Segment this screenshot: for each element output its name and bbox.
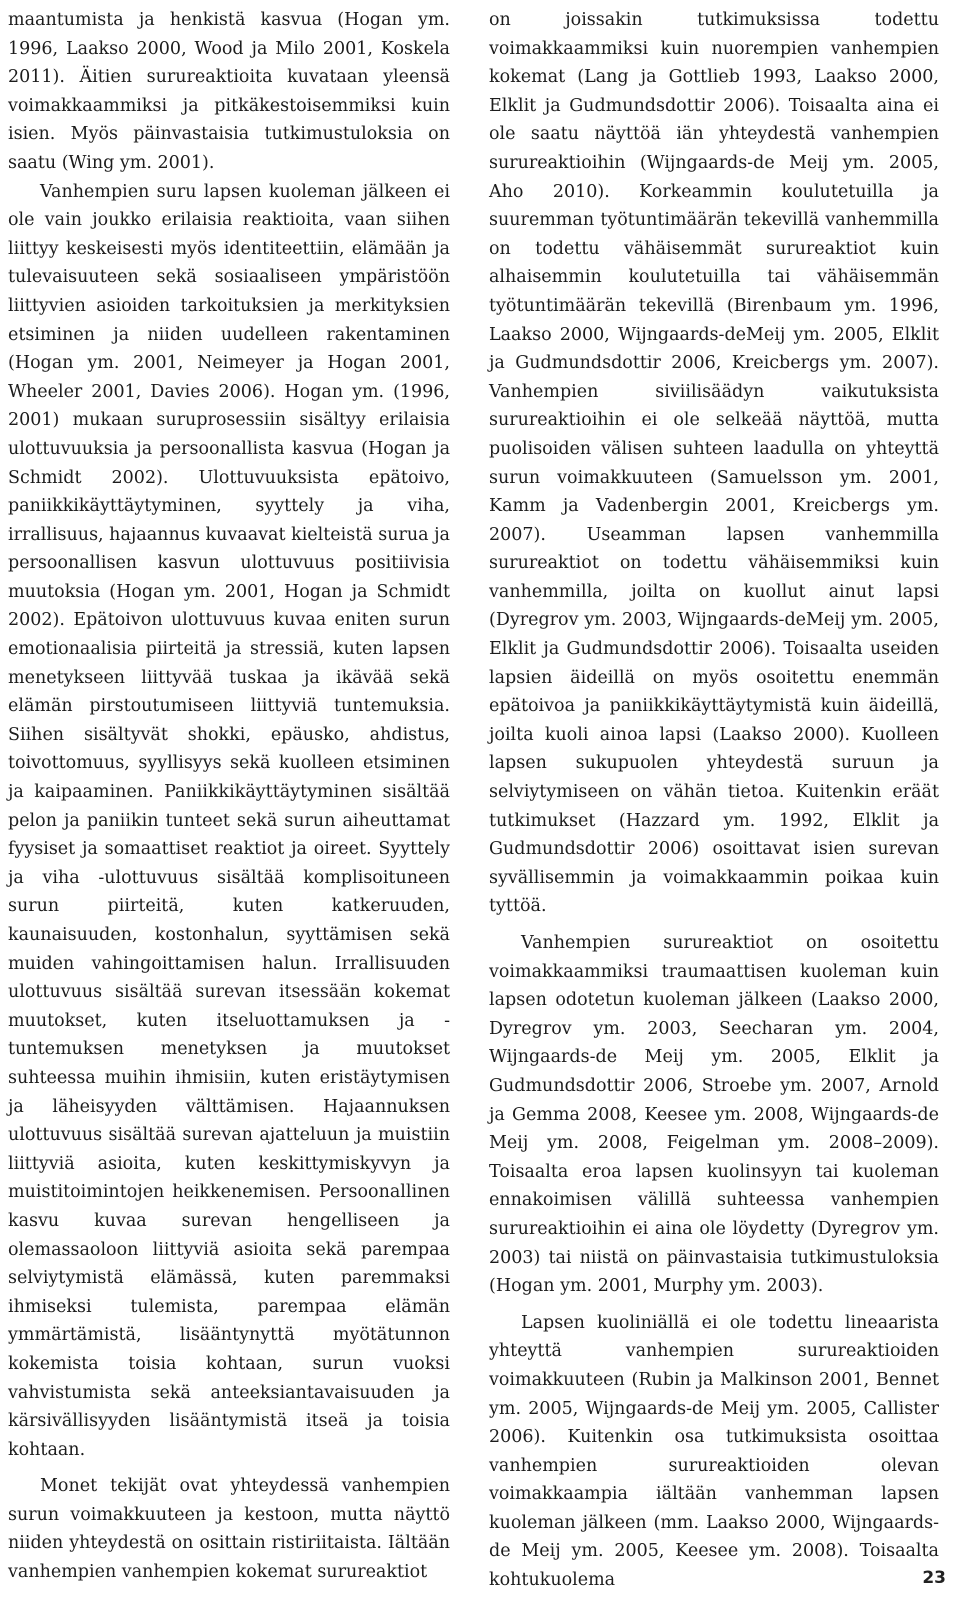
left-column: [8, 6, 450, 1587]
paragraph: maantumista ja henkistä kasvua (Hogan ym. 1996, Laakso 2000, Wood ja Milo 2001, Koskela 2011). Äitien surureaktioita kuvataan yleensä voimakkaammiksi ja pitkäkestoisemmiksi kuin isien. Myös päinvastaisia tutkimustuloksia on saatu (Wing ym. 2001).: [8, 10, 450, 173]
right-column: [489, 6, 939, 1595]
paragraph: Vanhempien suru lapsen kuoleman jälkeen ei ole vain joukko erilaisia reaktioita, vaan siihen liittyy keskeisesti myös identiteettiin, elämään ja tulevaisuuteen sekä sosiaaliseen ympäristöön liittyvien asioiden tarkoituksien ja merkityksien etsiminen ja niiden uudelleen rakentaminen (Hogan ym. 2001, Neimeyer ja Hogan 2001, Wheeler 2001, Davies 2006). Hogan ym. (1996, 2001) mukaan suruprosessiin sisältyy erilaisia ulottuvuuksia ja persoonallista kasvua (Hogan ja Schmidt 2002). Ulottuvuuksista epätoivo, paniikkikäyttäytyminen, syyttely ja viha, irrallisuus, hajaannus kuvaavat kielteistä surua ja persoonallisen kasvun ulottuvuus positiivisia muutoksia (Hogan ym. 2001, Hogan ja Schmidt 2002). Epätoivon ulottuvuus kuvaa eniten surun emotionaalisia piirteitä ja stressiä, kuten lapsen menetykseen liittyvää tuskaa ja ikävää sekä elämän pirstoutumiseen liittyviä tuntemuksia. Siihen sisältyvät shokki, epäusko, ahdistus, toivottomuus, syyllisyys sekä kuolleen etsiminen ja kaipaaminen. Paniikkikäyttäytyminen sisältää pelon ja paniikin tunteet sekä surun aiheuttamat fyysiset ja somaattiset reaktiot ja oireet. Syyttely ja viha -ulottuvuus sisältää komplisoituneen surun piirteitä, kuten katkeruuden, kaunaisuuden, kostonhalun, syyttämisen sekä muiden vahingoittamisen halun. Irrallisuuden ulottuvuus sisältää surevan itsessään kokemat muutokset, kuten itseluottamuksen ja -tuntemuksen menetyksen ja muutokset suhteessa muihin ihmisiin, kuten eristäytymisen ja läheisyyden välttämisen. Hajaannuksen ulottuvuus sisältää surevan ajatteluun ja muistiin liittyviä asioita, kuten keskittymiskyvyn ja muistitoimintojen heikkenemisen. Persoonallinen kasvu kuvaa surevan hengelliseen ja olemassaoloon liittyviä asioita sekä parempaa selviytymistä elämässä, kuten paremmaksi ihmiseksi tulemista, parempaa elämän ymmärtämistä, lisääntynyttä myötätunnon kokemista toisia kohtaan, surun vuoksi vahvistumista sekä anteeksiantavaisuuden ja kärsivällisyyden lisääntymistä itseä ja toisia kohtaan.: [8, 181, 450, 1460]
page-number: 23: [922, 1568, 946, 1588]
paragraph: Monet tekijät ovat yhteydessä vanhempien surun voimakkuuteen ja kestoon, mutta näyttö niiden yhteydestä on osittain ristiriitaista. Iältään vanhempien vanhempien kokemat surureaktiot: [8, 1476, 450, 1583]
paragraph: Vanhempien surureaktiot on osoitettu voimakkaammiksi traumaattisen kuoleman kuin lapsen odotetun kuoleman jälkeen (Laakso 2000, Dyregrov ym. 2003, Seecharan ym. 2004, Wijngaards-de Meij ym. 2005, Elklit ja Gudmundsdottir 2006, Stroebe ym. 2007, Arnold ja Gemma 2008, Keesee ym. 2008, Wijngaards-de Meij ym. 2008, Feigelman ym. 2008–2009). Toisaalta eroa lapsen kuolinsyyn tai kuoleman ennakoimisen välillä suhteessa vanhempien surureaktioihin ei aina ole löydetty (Dyregrov ym. 2003) tai niistä on päinvastaisia tutkimustuloksia (Hogan ym. 2001, Murphy ym. 2003).: [489, 933, 939, 1297]
paragraph: Lapsen kuoliniällä ei ole todettu lineaarista yhteyttä vanhempien surureaktioiden voimakkuuteen (Rubin ja Malkinson 2001, Bennet ym. 2005, Wijngaards-de Meij ym. 2005, Callister 2006). Kuitenkin osa tutkimuksista osoittaa vanhempien surureaktioiden olevan voimakkaampia iältään vanhemman lapsen kuoleman jälkeen (mm. Laakso 2000, Wijngaards-de Meij ym. 2005, Keesee ym. 2008). Toisaalta kohtukuolema: [489, 1312, 939, 1591]
paragraph: on joissakin tutkimuksissa todettu voimakkaammiksi kuin nuorempien vanhempien kokemat (Lang ja Gottlieb 1993, Laakso 2000, Elklit ja Gudmundsdottir 2006). Toisaalta aina ei ole saatu näyttöä iän yhteydestä vanhempien surureaktioihin (Wijngaards-de Meij ym. 2005, Aho 2010). Korkeammin koulutetuilla ja suuremman työtuntimäärän tekevillä vanhemmilla on todettu vähäisemmät surureaktiot kuin alhaisemmin koulutetuilla tai vähäisemmän työtuntimäärän tekevillä (Birenbaum ym. 1996, Laakso 2000, Wijngaards-deMeij ym. 2005, Elklit ja Gudmundsdottir 2006, Kreicbergs ym. 2007). Vanhempien siviilisäädyn vaikutuksista surureaktioihin ei ole selkeää näyttöä, mutta puolisoiden välisen suhteen laadulla on yhteyttä surun voimakkuuteen (Samuelsson ym. 2001, Kamm ja Vadenbergin 2001, Kreicbergs ym. 2007). Useamman lapsen vanhemmilla surureaktiot on todettu vähäisemmiksi kuin vanhemmilla, joilta on kuollut ainut lapsi (Dyregrov ym. 2003, Wijngaards-deMeij ym. 2005, Elklit ja Gudmundsdottir 2006). Toisaalta useiden lapsien äideillä on myös osoitettu enemmän epätoivoa ja paniikkikäyttäytymistä kuin äideillä, joilta kuoli ainoa lapsi (Laakso 2000). Kuolleen lapsen sukupuolen yhteydestä suruun ja selviytymiseen on vähän tietoa. Kuitenkin eräät tutkimukset (Hazzard ym. 1992, Elklit ja Gudmundsdottir 2006) osoittavat isien surevan syvällisemmin ja voimakkaammin poikaa kuin tyttöä.: [489, 10, 939, 917]
